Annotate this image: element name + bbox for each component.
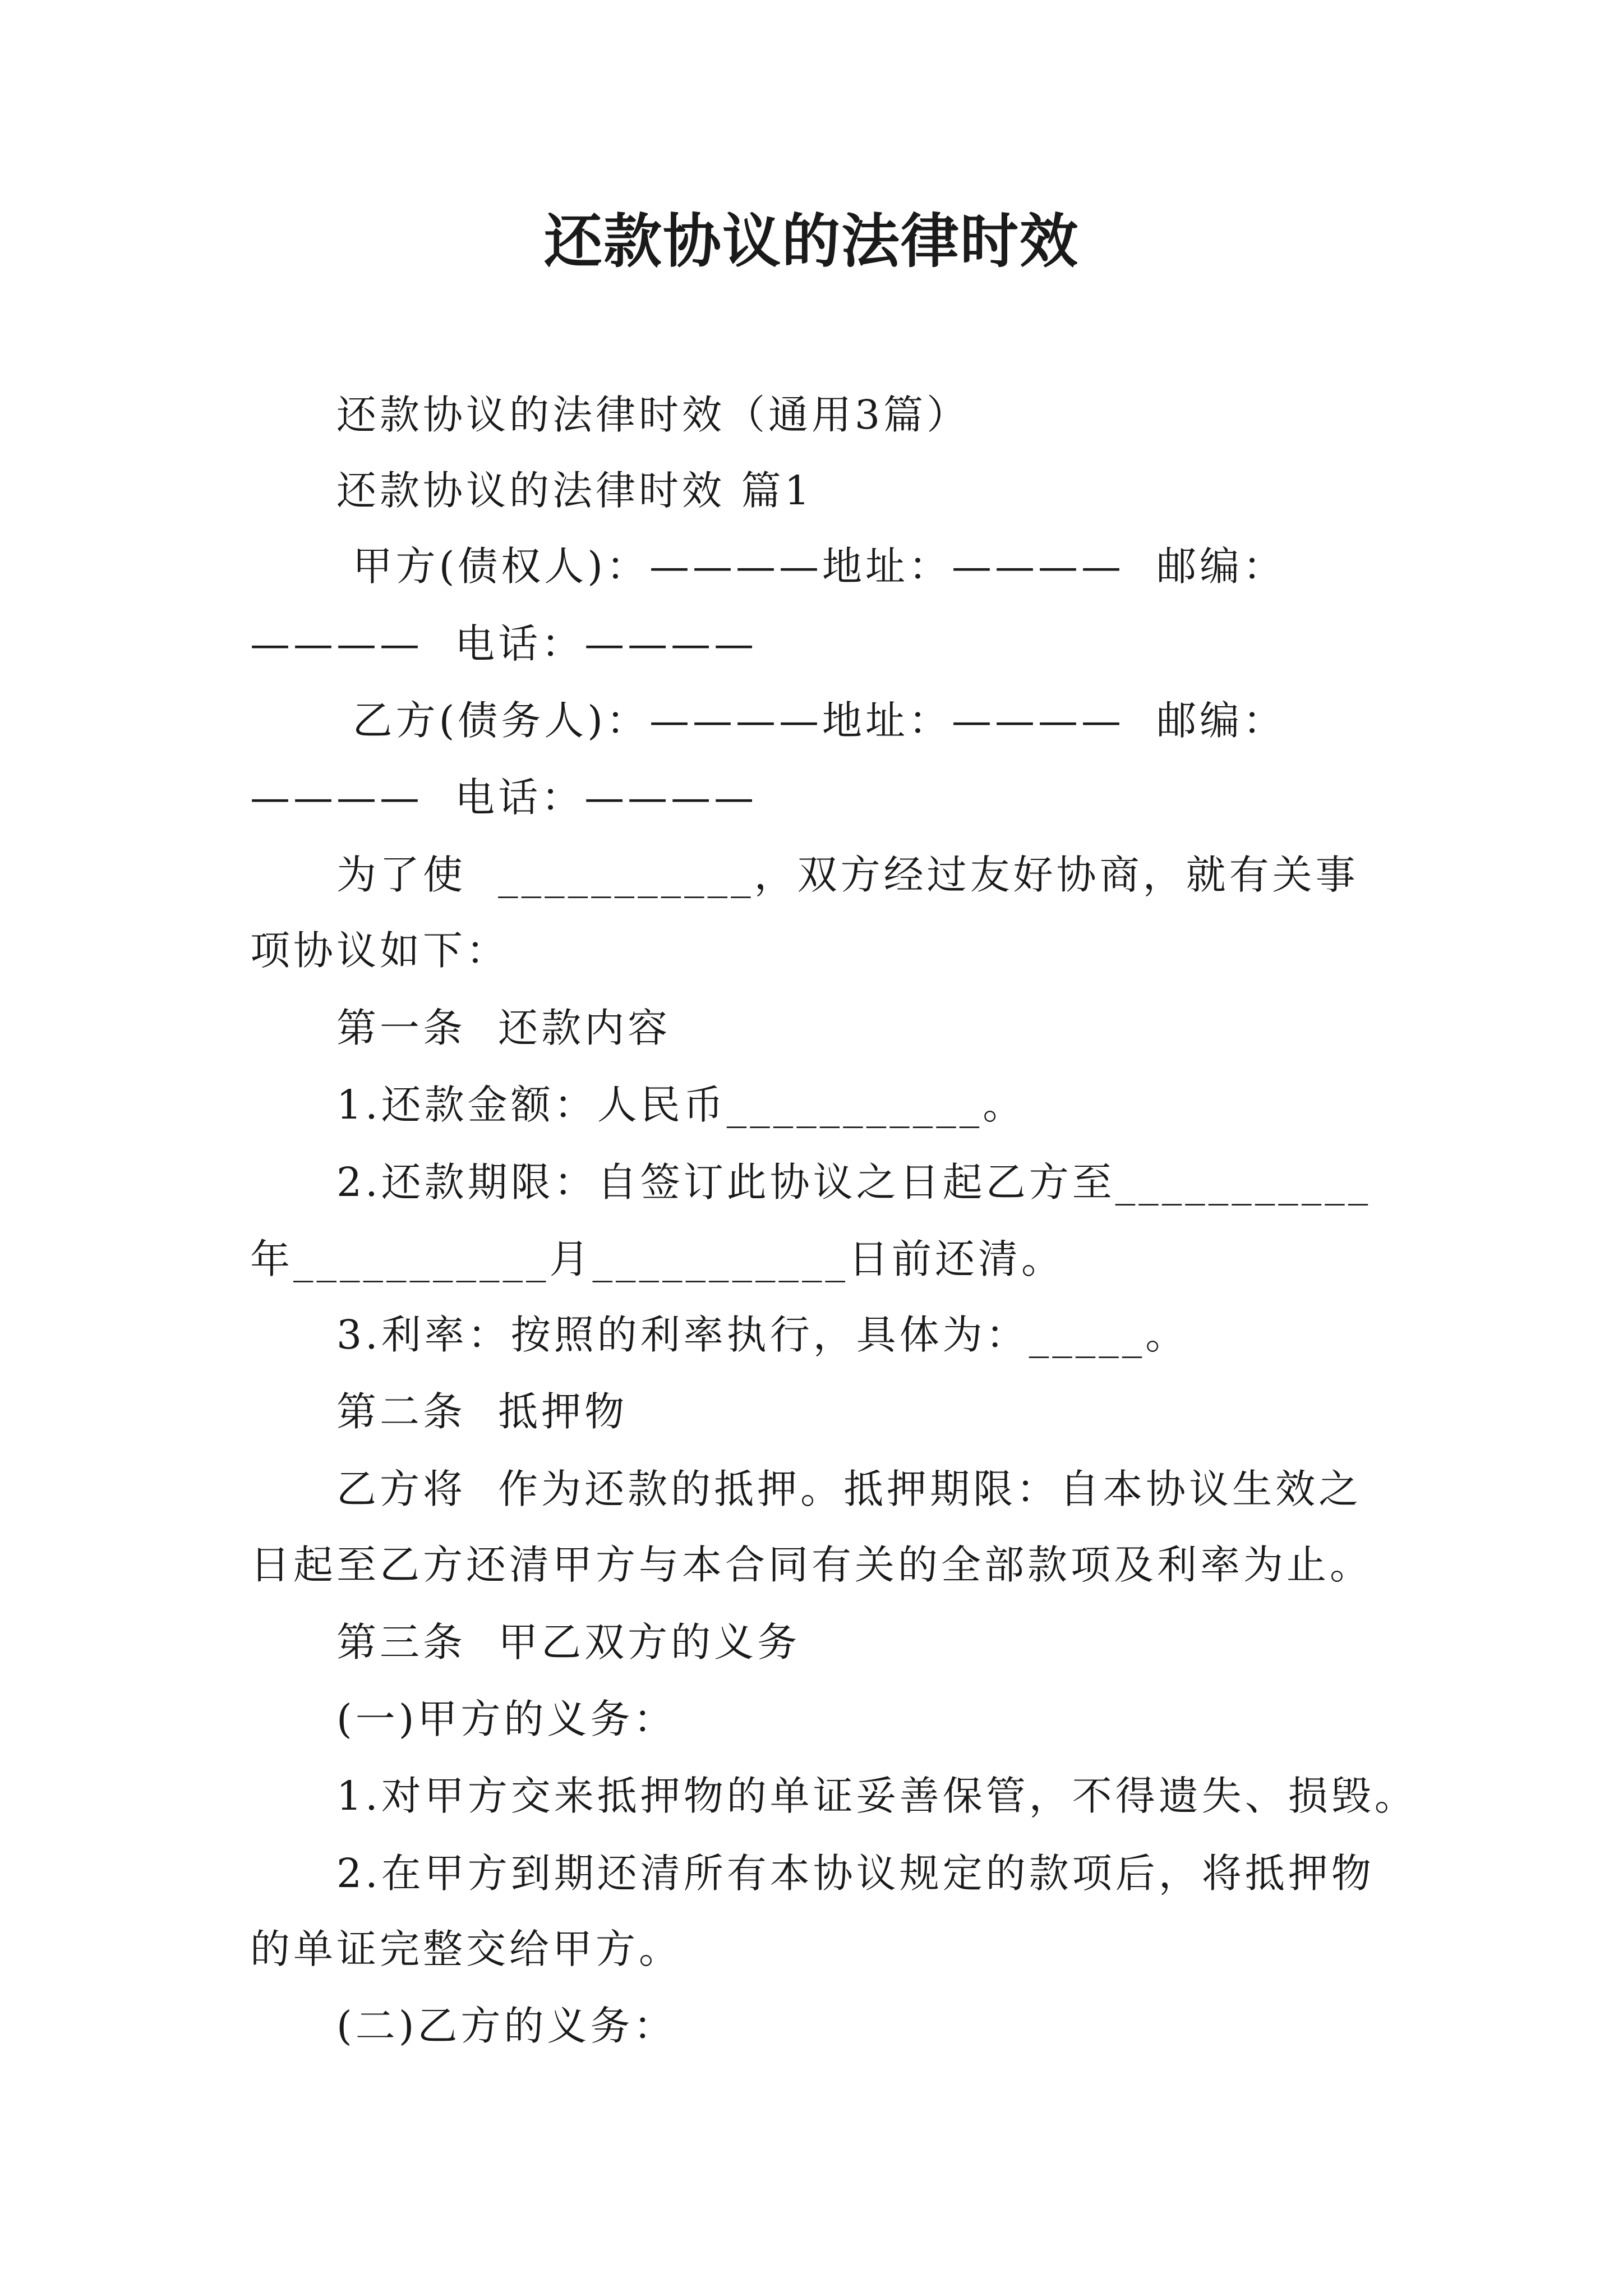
party-b-line: 乙方(债务人)：————地址：———— 邮编： [336, 697, 1287, 744]
sub-heading: (一)甲方的义务： [336, 1696, 677, 1742]
sub-heading: (二)乙方的义务： [336, 2003, 677, 2049]
clause-line: 2.还款期限：自签订此协议之日起乙方至___________ [336, 1159, 1372, 1205]
party-a-line-cont: ———— 电话：———— [250, 620, 758, 667]
document-title: 还款协议的法律时效 [543, 206, 1079, 275]
article-heading: 第三条 甲乙双方的义务 [336, 1619, 801, 1665]
clause-line: 3.利率：按照的利率执行，具体为：_____。 [336, 1312, 1189, 1358]
paragraph-line: 为了使 ___________，双方经过友好协商，就有关事 [336, 852, 1359, 898]
clause-line-cont: 的单证完整交给甲方。 [250, 1926, 683, 1972]
article-heading: 第一条 还款内容 [336, 1005, 671, 1051]
paragraph-line: 日起至乙方还清甲方与本合同有关的全部款项及利率为止。 [250, 1542, 1373, 1588]
clause-line: 1.对甲方交来抵押物的单证妥善保管，不得遗失、损毁。 [336, 1773, 1418, 1819]
party-a-line: 甲方(债权人)：————地址：———— 邮编： [336, 543, 1287, 590]
party-b-line-cont: ———— 电话：———— [250, 774, 758, 821]
article-heading: 第二条 抵押物 [336, 1388, 628, 1435]
paragraph-line: 项协议如下： [250, 927, 510, 974]
clause-line-cont: 年___________月___________日前还清。 [250, 1236, 1065, 1282]
clause-line: 2.在甲方到期还清所有本协议规定的款项后，将抵押物 [336, 1850, 1375, 1897]
subtitle-line: 还款协议的法律时效（通用3篇） [336, 392, 970, 438]
clause-line: 1.还款金额：人民币___________。 [336, 1082, 1026, 1128]
paragraph-line: 乙方将 作为还款的抵押。抵押期限：自本协议生效之 [336, 1466, 1362, 1512]
section-heading: 还款协议的法律时效 篇1 [336, 467, 813, 514]
